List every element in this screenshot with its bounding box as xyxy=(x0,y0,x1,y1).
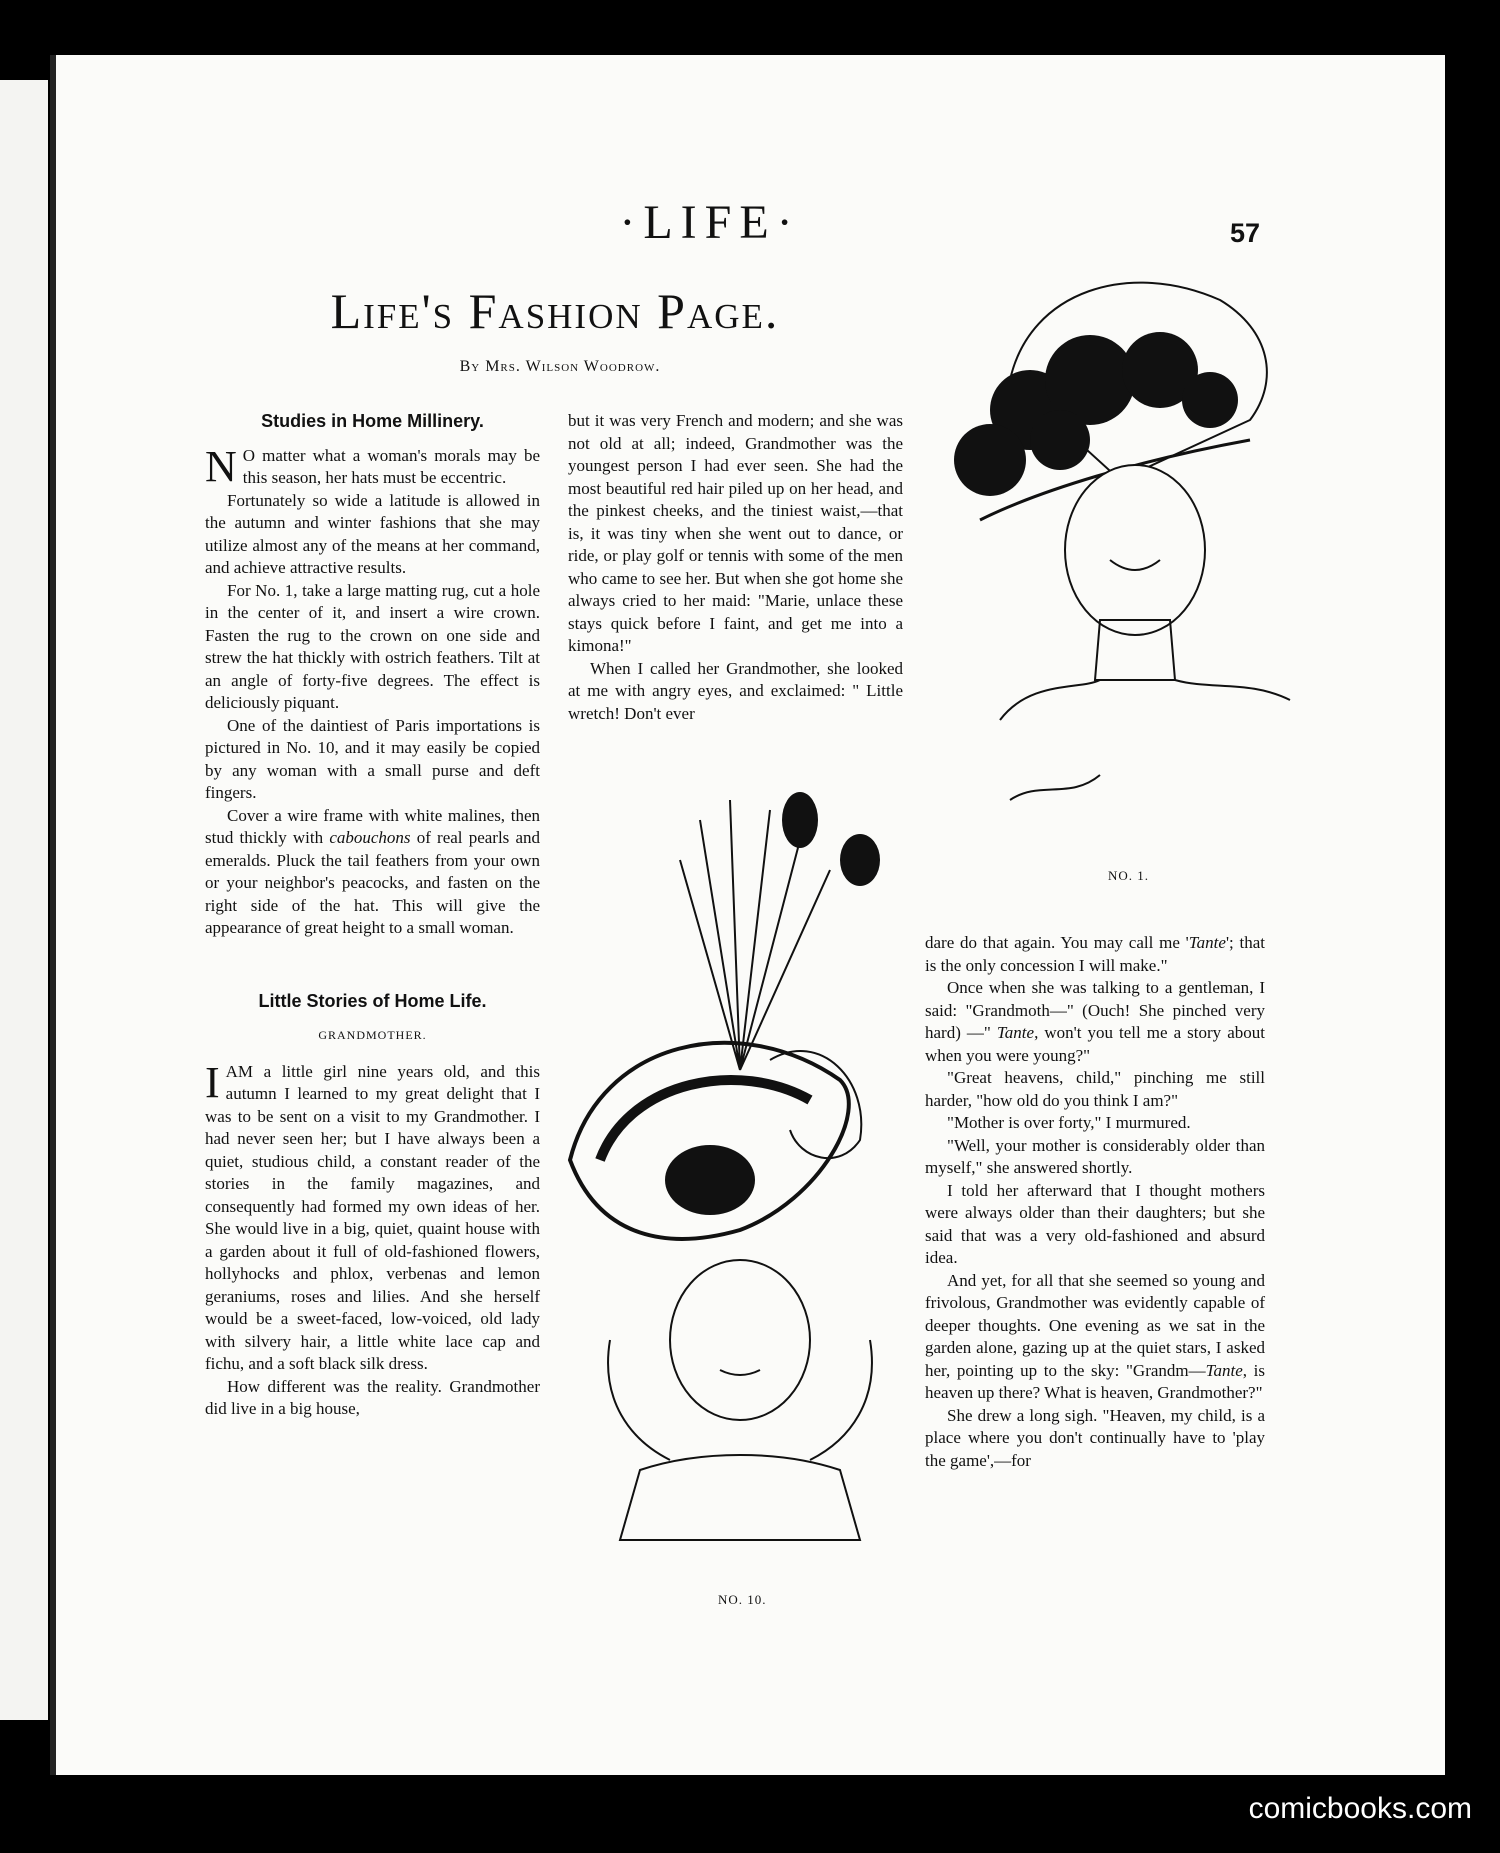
subheading-grandmother: GRANDMOTHER. xyxy=(318,1028,427,1042)
caption-no1: NO. 1. xyxy=(1108,868,1150,883)
paragraph: Once when she was talking to a gentleman, I said: "Grandmoth—" (Ouch! She pinched very hard) —" Tante, won't you tell me a story about when you were young?" xyxy=(925,978,1265,1065)
column-1 xyxy=(205,410,540,1421)
drop-cap: N xyxy=(205,441,237,491)
facing-page-edge xyxy=(0,80,48,1720)
paragraph: IAM a little girl nine years old, and this autumn I learned to my great delight that I was to be sent on a visit to my Grandmother. I had never seen her; but I have always been a quiet, studious child, a constant reader of the stories in the family magazines, and consequently had formed my own ideas of her. She would live in a big, quiet, quaint house with a garden about it full of old-fashioned flowers, hollyhocks and phlox, verbenas and lemon geraniums, roses and lilies. And she herself would be a sweet-faced, low-voiced, old lady with silvery hair, a little white lace cap and fichu, and a soft black silk dress. xyxy=(205,1057,540,1373)
heading-home-life: Little Stories of Home Life. xyxy=(258,990,487,1011)
paragraph: Fortunately so wide a latitude is allowed in the autumn and winter fashions that she may utilize almost any of the means at her command, and achieve attractive results. xyxy=(205,490,540,577)
byline: By Mrs. Wilson Woodrow. xyxy=(459,358,661,375)
illustration-hat-no10 xyxy=(540,780,960,1580)
caption-no10: NO. 10. xyxy=(718,1592,767,1607)
paragraph: "Great heavens, child," pinching me still harder, "how old do you think I am?" xyxy=(925,1068,1265,1110)
paragraph: And yet, for all that she seemed so young and frivolous, Grandmother was evidently capable of deeper thoughts. One evening as we sat in the garden alone, gazing up at the quiet stars, I asked her, pointing up to the sky: "Grandm—Tante, is heaven up there? What is heaven, Grandmother?" xyxy=(925,1270,1266,1402)
paragraph: "Well, your mother is considerably older than myself," she answered shortly. xyxy=(925,1135,1265,1177)
drop-cap: I xyxy=(205,1057,220,1107)
illustration-hat-no1 xyxy=(920,260,1300,820)
column-3 xyxy=(925,932,1265,1472)
masthead: ·LIFE· xyxy=(619,196,801,249)
heading-home-millinery: Studies in Home Millinery. xyxy=(261,411,484,431)
paragraph: When I called her Grandmother, she looked at me with angry eyes, and exclaimed: " Little wretch! Don't ever xyxy=(568,658,903,723)
paragraph: For No. 1, take a large matting rug, cut a hole in the center of it, and insert a wire crown. Fasten the rug to the crown on one side and strew the hat thickly with ostrich feathers. Tilt at an angle of forty-five degrees. The effect is deliciously piquant. xyxy=(205,580,540,712)
page-number: 57 xyxy=(1230,218,1261,248)
paragraph: but it was very French and modern; and she was not old at all; indeed, Grandmother was the youngest person I had ever seen. She had the most beautiful red hair piled up on her head, and the pinkest cheeks, and the tiniest waist,—that is, it was tiny when she went out to dance, or ride, or play golf or tennis with some of the men who came to see her. But when she got home she always cried to her maid: "Marie, unlace these stays quick before I faint, and get me into a kimona!" xyxy=(568,411,903,655)
paragraph: Cover a wire frame with white malines, then stud thickly with cabouchons of real pearls and emeralds. Pluck the tail feathers from your own or your neighbor's peacocks, and fasten on the right side of the hat. This will give the appearance of great height to a small woman. xyxy=(205,805,541,937)
paragraph: How different was the reality. Grandmother did live in a big house, xyxy=(205,1376,540,1418)
page-title: Life's Fashion Page. xyxy=(330,283,780,339)
watermark-footer: comicbooks.com xyxy=(1248,1792,1472,1825)
paragraph: N O matter what a woman's morals may be this season, her hats must be eccentric. xyxy=(205,441,540,491)
page-gutter xyxy=(50,55,56,1775)
paragraph: "Mother is over forty," I murmured. xyxy=(947,1113,1191,1132)
column-2 xyxy=(568,410,903,725)
paragraph: One of the daintiest of Paris importations is pictured in No. 10, and it may easily be copied by any woman with a small purse and deft fingers. xyxy=(205,715,540,802)
paragraph: She drew a long sigh. "Heaven, my child, is a place where you don't continually have to 'play the game',—for xyxy=(925,1405,1265,1470)
paragraph: I told her afterward that I thought mothers were always older than their daughters; but she said that was a very old-fashioned and absurd idea. xyxy=(925,1180,1265,1267)
paragraph: dare do that again. You may call me 'Tante'; that is the only concession I will make." xyxy=(925,933,1266,975)
